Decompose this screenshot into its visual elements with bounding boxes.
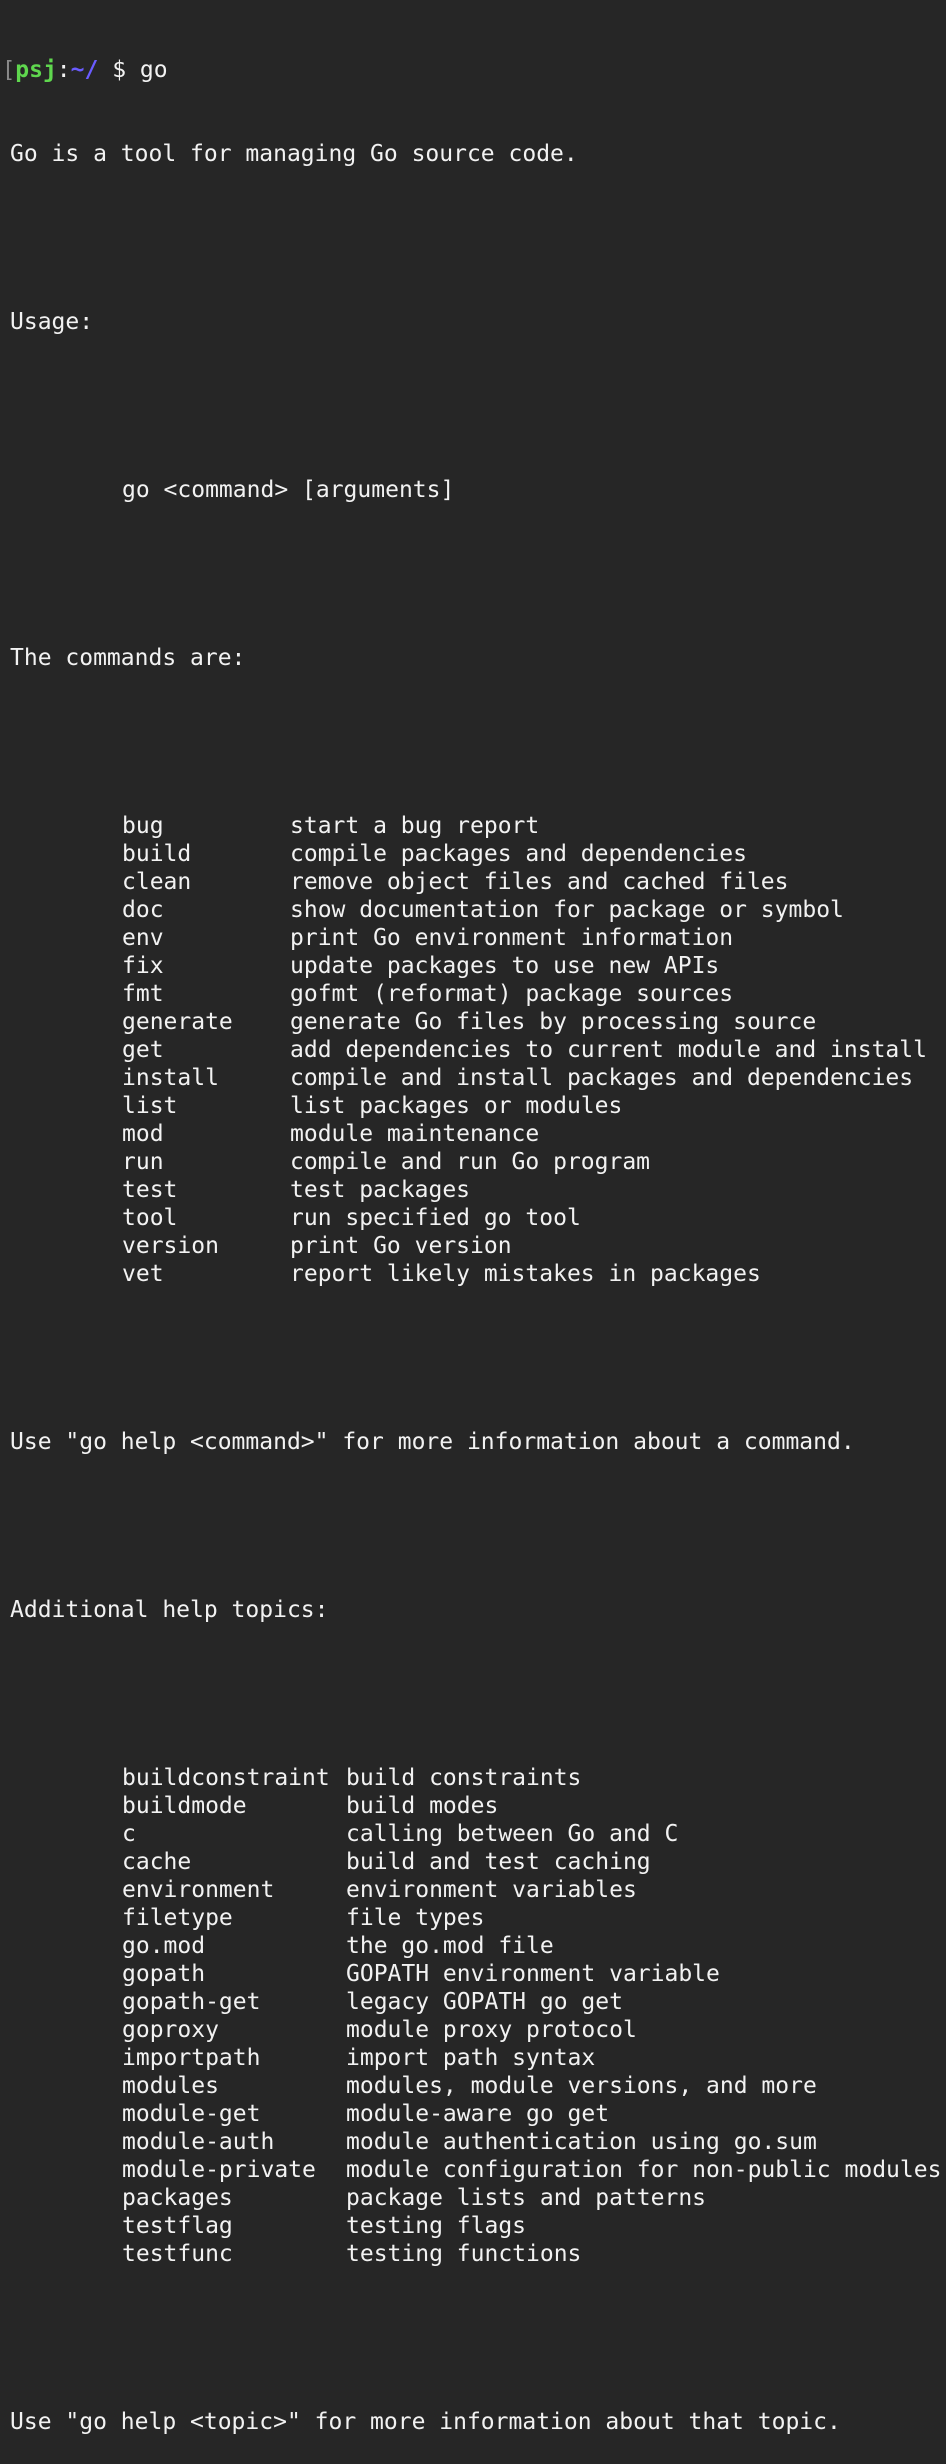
topic-row-name: go.mod (122, 1933, 206, 1959)
blank-line (10, 1680, 946, 1708)
command-row-desc: show documentation for package or symbol (290, 897, 844, 923)
command-row-name: tool (122, 1205, 178, 1231)
topic-row (10, 1848, 946, 1876)
topic-row (10, 1792, 946, 1820)
command-row-name: test (122, 1177, 178, 1203)
topic-row-desc: package lists and patterns (346, 2185, 707, 2211)
topic-row (10, 2156, 946, 2184)
command-row (10, 1232, 946, 1260)
command-row-name: clean (122, 869, 192, 895)
command-row-name: version (122, 1233, 219, 1259)
prompt-symbol: $ (98, 57, 140, 83)
command-row-desc: list packages or modules (290, 1093, 623, 1119)
prompt-user: psj (15, 57, 57, 83)
topic-row-desc: legacy GOPATH go get (346, 1989, 623, 2015)
command-row-name: mod (122, 1121, 164, 1147)
topics-footer: Use "go help <topic>" for more information about that topic. (10, 2409, 841, 2435)
topic-row-desc: import path syntax (346, 2045, 596, 2071)
topic-row-name: c (122, 1821, 136, 1847)
command-row (10, 1008, 946, 1036)
topic-row (10, 1904, 946, 1932)
topic-row (10, 1820, 946, 1848)
command-row-desc: gofmt (reformat) package sources (290, 981, 734, 1007)
command-row (10, 840, 946, 868)
topic-row-desc: GOPATH environment variable (346, 1961, 720, 1987)
topic-row-desc: file types (346, 1905, 485, 1931)
topic-row-name: module-auth (122, 2129, 275, 2155)
command-row-name: bug (122, 813, 164, 839)
command-row-desc: start a bug report (290, 813, 540, 839)
topic-row-desc: calling between Go and C (346, 1821, 679, 1847)
command-row-name: doc (122, 897, 164, 923)
topic-row-desc: build and test caching (346, 1849, 651, 1875)
blank-line (10, 392, 946, 420)
command-row-name: list (122, 1093, 178, 1119)
topic-row-name: testflag (122, 2213, 233, 2239)
blank-line (10, 2324, 946, 2352)
command-row (10, 980, 946, 1008)
command-row-name: install (122, 1065, 219, 1091)
blank-line (10, 224, 946, 252)
topic-row-name: packages (122, 2185, 233, 2211)
topic-row-name: module-get (122, 2101, 261, 2127)
command-row-desc: run specified go tool (290, 1205, 581, 1231)
topic-row (10, 2240, 946, 2268)
blank-line (10, 728, 946, 756)
topic-row-desc: module proxy protocol (346, 2017, 637, 2043)
command-row (10, 868, 946, 896)
command-row (10, 1260, 946, 1288)
prompt-line (2, 56, 946, 84)
commands-footer: Use "go help <command>" for more information about a command. (10, 1429, 855, 1455)
command-row-desc: add dependencies to current module and install (290, 1037, 927, 1063)
topic-row-desc: module-aware go get (346, 2101, 610, 2127)
topic-row-name: goproxy (122, 2017, 219, 2043)
topic-row-name: environment (122, 1877, 275, 1903)
command-row-name: fmt (122, 981, 164, 1007)
topic-row (10, 1932, 946, 1960)
topic-row-name: testfunc (122, 2241, 233, 2267)
prompt-command: go (139, 57, 168, 83)
command-row-name: vet (122, 1261, 164, 1287)
command-row-desc: module maintenance (290, 1121, 540, 1147)
topic-row-desc: testing flags (346, 2213, 527, 2239)
command-row-desc: test packages (290, 1177, 471, 1203)
command-row (10, 1204, 946, 1232)
prompt-colon: : (56, 57, 71, 83)
topic-row-desc: modules, module versions, and more (346, 2073, 817, 2099)
command-row (10, 952, 946, 980)
topic-row-desc: module authentication using go.sum (346, 2129, 817, 2155)
usage-label: Usage: (10, 309, 94, 335)
prompt-bracket: [ (2, 58, 16, 83)
command-row (10, 1148, 946, 1176)
topic-row-name: gopath-get (122, 1989, 261, 2015)
blank-line (10, 1344, 946, 1372)
command-row-desc: compile and install packages and dependencies (290, 1065, 914, 1091)
topic-row-desc: environment variables (346, 1877, 637, 1903)
topic-row-name: cache (122, 1849, 192, 1875)
command-row-desc: report likely mistakes in packages (290, 1261, 761, 1287)
prompt-path: ~/ (70, 57, 99, 83)
command-row-desc: remove object files and cached files (290, 869, 789, 895)
topic-row-desc: build modes (346, 1793, 499, 1819)
usage-syntax: go <command> [arguments] (122, 477, 455, 503)
topic-row (10, 2044, 946, 2072)
topic-row-name: modules (122, 2073, 219, 2099)
command-row (10, 812, 946, 840)
topics-label: Additional help topics: (10, 1597, 329, 1623)
command-row-desc: compile packages and dependencies (290, 841, 747, 867)
topic-row-name: filetype (122, 1905, 233, 1931)
command-row (10, 1036, 946, 1064)
command-row-desc: print Go version (290, 1233, 512, 1259)
commands-label: The commands are: (10, 645, 246, 671)
topic-row (10, 1764, 946, 1792)
usage-syntax-line (10, 476, 946, 504)
blank-line (10, 1512, 946, 1540)
topic-row (10, 2072, 946, 2100)
topic-row-desc: build constraints (346, 1765, 582, 1791)
topic-row (10, 2016, 946, 2044)
topic-row-desc: module configuration for non-public modules (346, 2157, 942, 2183)
command-row (10, 1064, 946, 1092)
command-row-desc: compile and run Go program (290, 1149, 651, 1175)
topic-row-name: module-private (122, 2157, 316, 2183)
topic-row (10, 1988, 946, 2016)
command-row (10, 1092, 946, 1120)
topic-row (10, 2100, 946, 2128)
topic-row (10, 2128, 946, 2156)
command-row-desc: update packages to use new APIs (290, 953, 720, 979)
topic-row (10, 1876, 946, 1904)
topic-row-desc: the go.mod file (346, 1933, 554, 1959)
command-row-name: build (122, 841, 192, 867)
command-row (10, 1120, 946, 1148)
intro-text: Go is a tool for managing Go source code. (10, 141, 578, 167)
blank-line (10, 560, 946, 588)
topics-list (10, 1764, 946, 2268)
topic-row (10, 2212, 946, 2240)
command-row-desc: generate Go files by processing source (290, 1009, 817, 1035)
command-row-name: get (122, 1037, 164, 1063)
topic-row-desc: testing functions (346, 2241, 582, 2267)
command-row (10, 924, 946, 952)
command-row (10, 1176, 946, 1204)
topic-row-name: importpath (122, 2045, 261, 2071)
command-row-name: generate (122, 1009, 233, 1035)
command-row (10, 896, 946, 924)
command-row-name: run (122, 1149, 164, 1175)
command-row-name: env (122, 925, 164, 951)
topic-row-name: gopath (122, 1961, 206, 1987)
topic-row-name: buildconstraint (122, 1765, 330, 1791)
command-row-desc: print Go environment information (290, 925, 734, 951)
topic-row (10, 1960, 946, 1988)
command-row-name: fix (122, 953, 164, 979)
topic-row-name: buildmode (122, 1793, 247, 1819)
commands-list (10, 812, 946, 1288)
topic-row (10, 2184, 946, 2212)
